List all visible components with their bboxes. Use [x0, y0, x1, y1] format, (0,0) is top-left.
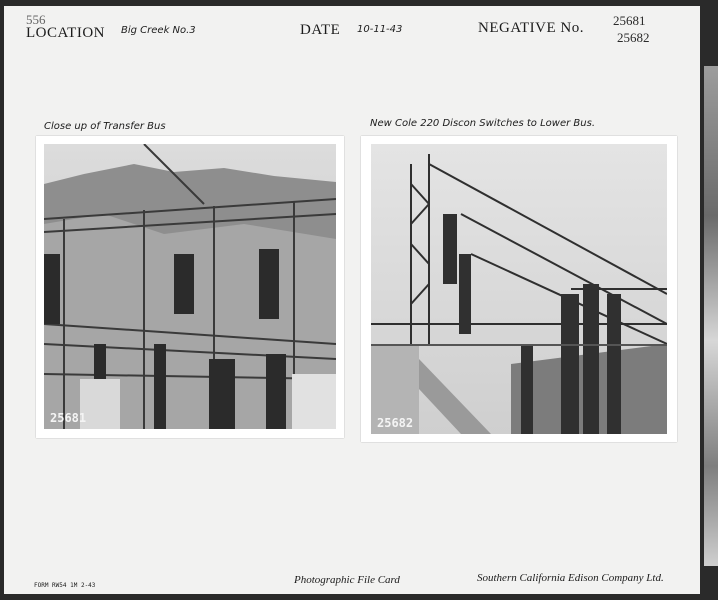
card-serial-number: 556: [26, 12, 46, 27]
photo-discon-switches: [371, 144, 667, 434]
photo-transfer-bus: [44, 144, 336, 429]
negative-number-1: 25681: [613, 13, 646, 28]
location-label: LOCATION: [26, 25, 105, 41]
film-edge-strip: [704, 66, 718, 566]
negative-number-2: 25682: [617, 30, 650, 45]
date-label: DATE: [300, 22, 341, 38]
photo-negative-number-1: 25681: [50, 411, 87, 425]
location-value: Big Creek No.3: [121, 25, 196, 36]
date-value: 10-11-43: [357, 24, 403, 35]
negative-number-label: NEGATIVE No.: [478, 20, 584, 36]
photo-negative-number-2: 25682: [377, 416, 414, 430]
photo-mount-2: [361, 136, 677, 442]
photographic-file-card: [4, 6, 700, 594]
form-number: FORM RW54 1M 2-43: [34, 582, 96, 589]
company-name: Southern California Edison Company Ltd.: [477, 572, 664, 584]
photo-mount-1: [36, 136, 344, 438]
card-title: Photographic File Card: [294, 574, 400, 586]
photo-caption-transfer-bus: Close up of Transfer Bus: [44, 121, 166, 132]
photo-caption-discon-switches: New Cole 220 Discon Switches to Lower Bus.: [370, 118, 596, 129]
